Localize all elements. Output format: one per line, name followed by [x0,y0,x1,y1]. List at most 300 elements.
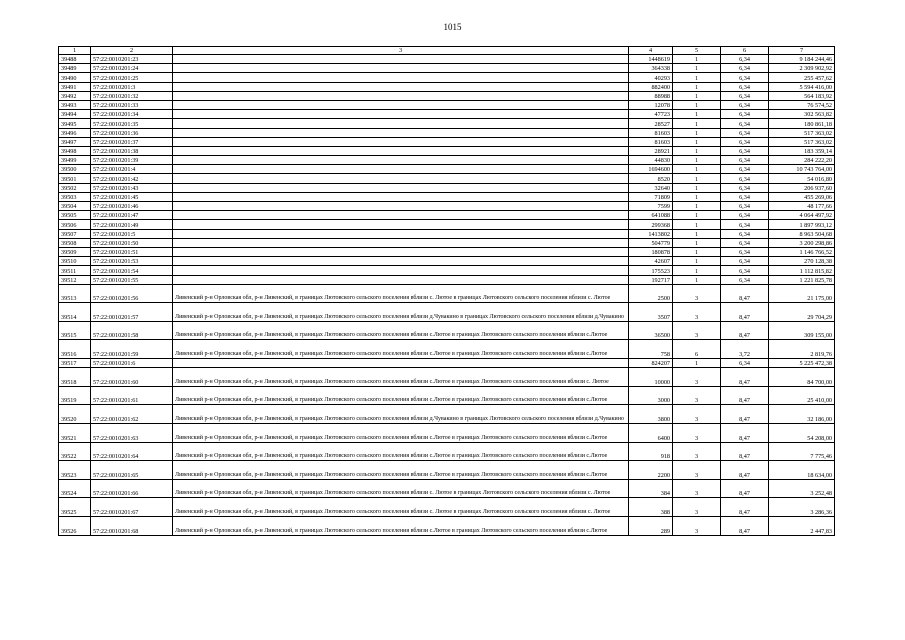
cadastral-number-cell: 57:22:0010201:36 [91,128,173,137]
area-cell: 758 [629,340,673,359]
row-number-cell: 39510 [59,257,91,266]
area-cell: 12078 [629,100,673,109]
col-header: 5 [673,47,721,55]
table-row [59,220,835,229]
group-cell: 3 [673,442,721,461]
rate-cell: 8,47 [721,321,769,340]
address-cell: Ливенский р-н Орловская обл, р-н Ливенский, в границах Лютовского сельского поселения вблизи д.Чувакино в границах Лютовского сельского поселения вблизи д.Чувакино [173,303,629,322]
col-header: 4 [629,47,673,55]
cadastral-number-cell: 57:22:0010201:54 [91,266,173,275]
area-cell: 40293 [629,73,673,82]
rate-cell: 8,47 [721,386,769,405]
rate-cell: 6,34 [721,156,769,165]
group-cell: 1 [673,100,721,109]
group-cell: 1 [673,128,721,137]
area-cell: 44830 [629,156,673,165]
area-cell: 364338 [629,64,673,73]
table-row [59,192,835,201]
area-cell: 289 [629,517,673,536]
header-row [59,47,835,55]
value-cell: 54 016,80 [769,174,835,183]
cadastral-number-cell: 57:22:0010201:23 [91,55,173,64]
value-cell: 8 963 504,68 [769,229,835,238]
rate-cell: 8,47 [721,517,769,536]
row-number-cell: 39519 [59,386,91,405]
rate-cell: 6,34 [721,110,769,119]
table-row [59,340,835,359]
cadastral-number-cell: 57:22:0010201:68 [91,517,173,536]
row-number-cell: 39508 [59,238,91,247]
group-cell: 1 [673,183,721,192]
rate-cell: 6,34 [721,100,769,109]
row-number-cell: 39490 [59,73,91,82]
row-number-cell: 39494 [59,110,91,119]
cadastral-number-cell: 57:22:0010201:65 [91,461,173,480]
area-cell: 1448619 [629,55,673,64]
value-cell: 3 286,36 [769,498,835,517]
rate-cell: 6,34 [721,128,769,137]
table-row [59,257,835,266]
cadastral-number-cell: 57:22:0010201:66 [91,479,173,498]
value-cell: 1 221 825,78 [769,275,835,284]
area-cell: 3800 [629,405,673,424]
col-header: 2 [91,47,173,55]
table-row [59,303,835,322]
rate-cell: 6,34 [721,146,769,155]
table-row [59,110,835,119]
rate-cell: 6,34 [721,82,769,91]
row-number-cell: 39523 [59,461,91,480]
area-cell: 192717 [629,275,673,284]
address-cell [173,266,629,275]
cadastral-number-cell: 57:22:0010201:24 [91,64,173,73]
address-cell [173,137,629,146]
group-cell: 1 [673,110,721,119]
cadastral-number-cell: 57:22:0010201:47 [91,211,173,220]
address-cell: Ливенский р-н Орловская обл, р-н Ливенский, в границах Лютовского сельского поселения вблизи с. Лютое в границах Лютовского сельского поселения вблизи с. Лютое [173,479,629,498]
group-cell: 1 [673,247,721,256]
value-cell: 9 184 244,46 [769,55,835,64]
cadastral-number-cell: 57:22:0010201:58 [91,321,173,340]
row-number-cell: 39495 [59,119,91,128]
row-number-cell: 39499 [59,156,91,165]
table-row [59,100,835,109]
rate-cell: 6,34 [721,119,769,128]
rate-cell: 8,47 [721,424,769,443]
cadastral-number-cell: 57:22:0010201:61 [91,386,173,405]
group-cell: 1 [673,82,721,91]
rate-cell: 6,34 [721,165,769,174]
rate-cell: 8,47 [721,284,769,303]
area-cell: 36500 [629,321,673,340]
group-cell: 1 [673,55,721,64]
area-cell: 32640 [629,183,673,192]
table-row [59,479,835,498]
rate-cell: 6,34 [721,137,769,146]
table-row [59,211,835,220]
value-cell: 309 155,00 [769,321,835,340]
cadastral-number-cell: 57:22:0010201:50 [91,238,173,247]
row-number-cell: 39503 [59,192,91,201]
address-cell [173,55,629,64]
area-cell: 28921 [629,146,673,155]
cadastral-number-cell: 57:22:0010201:39 [91,156,173,165]
cadastral-number-cell: 57:22:0010201:49 [91,220,173,229]
address-cell: Ливенский р-н Орловская обл, р-н Ливенский, в границах Лютовского сельского поселения вблизи с.Лютое в границах Лютовского сельского поселения вблизи с.Лютое [173,321,629,340]
cadastral-number-cell: 57:22:0010201:51 [91,247,173,256]
address-cell [173,275,629,284]
group-cell: 3 [673,284,721,303]
row-number-cell: 39526 [59,517,91,536]
rate-cell: 3,72 [721,340,769,359]
rate-cell: 6,34 [721,73,769,82]
value-cell: 255 457,62 [769,73,835,82]
value-cell: 4 064 497,92 [769,211,835,220]
address-cell: Ливенский р-н Орловская обл, р-н Ливенский, в границах Лютовского сельского поселения вблизи с.Лютое в границах Лютовского сельского поселения вблизи с.Лютое [173,517,629,536]
area-cell: 71809 [629,192,673,201]
address-cell [173,220,629,229]
address-cell: Ливенский р-н Орловская обл, р-н Ливенский, в границах Лютовского сельского поселения вблизи с.Лютое в границах Лютовского сельского поселения вблизи с.Лютое [173,386,629,405]
group-cell: 3 [673,461,721,480]
area-cell: 42607 [629,257,673,266]
rate-cell: 6,34 [721,202,769,211]
table-row [59,91,835,100]
value-cell: 564 183,92 [769,91,835,100]
row-number-cell: 39522 [59,442,91,461]
rate-cell: 6,34 [721,64,769,73]
col-header: 7 [769,47,835,55]
rate-cell: 8,47 [721,498,769,517]
cadastral-number-cell: 57:22:0010201:46 [91,202,173,211]
cadastral-number-cell: 57:22:0010201:62 [91,405,173,424]
value-cell: 29 704,29 [769,303,835,322]
row-number-cell: 39513 [59,284,91,303]
rate-cell: 6,34 [721,211,769,220]
rate-cell: 6,34 [721,275,769,284]
table-row [59,247,835,256]
address-cell [173,119,629,128]
group-cell: 3 [673,517,721,536]
table-row [59,266,835,275]
table-row [59,442,835,461]
row-number-cell: 39504 [59,202,91,211]
table-row [59,128,835,137]
cadastral-number-cell: 57:22:0010201:60 [91,368,173,387]
cadastral-number-cell: 57:22:0010201:42 [91,174,173,183]
area-cell: 504779 [629,238,673,247]
rate-cell: 8,47 [721,303,769,322]
address-cell [173,174,629,183]
address-cell [173,100,629,109]
table-row [59,55,835,64]
group-cell: 3 [673,405,721,424]
row-number-cell: 39515 [59,321,91,340]
table-row [59,229,835,238]
value-cell: 3 252,48 [769,479,835,498]
rate-cell: 8,47 [721,442,769,461]
cadastral-number-cell: 57:22:0010201:64 [91,442,173,461]
cadastral-number-cell: 57:22:0010201:38 [91,146,173,155]
address-cell [173,110,629,119]
group-cell: 1 [673,211,721,220]
value-cell: 180 861,18 [769,119,835,128]
row-number-cell: 39520 [59,405,91,424]
rate-cell: 8,47 [721,461,769,480]
row-number-cell: 39525 [59,498,91,517]
row-number-cell: 39505 [59,211,91,220]
address-cell: Ливенский р-н Орловская обл, р-н Ливенский, в границах Лютовского сельского поселения вблизи с. Лютое в границах Лютовского сельского поселения вблизи с. Лютое [173,498,629,517]
cadastral-number-cell: 57:22:0010201:25 [91,73,173,82]
area-cell: 6400 [629,424,673,443]
address-cell [173,247,629,256]
table-row [59,321,835,340]
row-number-cell: 39511 [59,266,91,275]
table-row [59,386,835,405]
area-cell: 7599 [629,202,673,211]
address-cell [173,146,629,155]
address-cell: Ливенский р-н Орловская обл, р-н Ливенский, в границах Лютовского сельского поселения вблизи д.Чувакино в границах Лютовского сельского поселения вблизи д.Чувакино [173,405,629,424]
value-cell: 84 700,00 [769,368,835,387]
group-cell: 1 [673,73,721,82]
area-cell: 1413802 [629,229,673,238]
group-cell: 1 [673,266,721,275]
value-cell: 270 128,38 [769,257,835,266]
area-cell: 88988 [629,91,673,100]
value-cell: 1 112 815,82 [769,266,835,275]
table-row [59,238,835,247]
value-cell: 5 225 472,38 [769,359,835,368]
address-cell [173,202,629,211]
cadastral-number-cell: 57:22:0010201:59 [91,340,173,359]
col-header: 6 [721,47,769,55]
rate-cell: 6,34 [721,257,769,266]
area-cell: 2500 [629,284,673,303]
cadastral-number-cell: 57:22:0010201:45 [91,192,173,201]
value-cell: 18 634,00 [769,461,835,480]
group-cell: 1 [673,257,721,266]
group-cell: 1 [673,137,721,146]
row-number-cell: 39514 [59,303,91,322]
row-number-cell: 39501 [59,174,91,183]
address-cell [173,156,629,165]
table-row [59,137,835,146]
address-cell [173,192,629,201]
area-cell: 384 [629,479,673,498]
col-header: 3 [173,47,629,55]
cadastral-number-cell: 57:22:0010201:55 [91,275,173,284]
row-number-cell: 39500 [59,165,91,174]
area-cell: 1694600 [629,165,673,174]
row-number-cell: 39507 [59,229,91,238]
cadastral-number-cell: 57:22:0010201:6 [91,359,173,368]
table-row [59,73,835,82]
address-cell: Ливенский р-н Орловская обл, р-н Ливенский, в границах Лютовского сельского поселения вблизи с.Лютое в границах Лютовского сельского поселения вблизи с.Лютое [173,424,629,443]
area-cell: 388 [629,498,673,517]
cadastral-number-cell: 57:22:0010201:57 [91,303,173,322]
table-row [59,461,835,480]
cadastral-number-cell: 57:22:0010201:4 [91,165,173,174]
row-number-cell: 39496 [59,128,91,137]
rate-cell: 6,34 [721,229,769,238]
table-row [59,359,835,368]
value-cell: 7 775,46 [769,442,835,461]
area-cell: 882400 [629,82,673,91]
table-row [59,498,835,517]
value-cell: 517 363,02 [769,137,835,146]
address-cell [173,64,629,73]
row-number-cell: 39497 [59,137,91,146]
row-number-cell: 39493 [59,100,91,109]
group-cell: 1 [673,174,721,183]
value-cell: 206 937,60 [769,183,835,192]
row-number-cell: 39516 [59,340,91,359]
group-cell: 1 [673,359,721,368]
cadastral-number-cell: 57:22:0010201:5 [91,229,173,238]
rate-cell: 8,47 [721,368,769,387]
value-cell: 455 269,06 [769,192,835,201]
value-cell: 302 563,82 [769,110,835,119]
address-cell [173,183,629,192]
row-number-cell: 39517 [59,359,91,368]
address-cell [173,238,629,247]
group-cell: 3 [673,479,721,498]
rate-cell: 6,34 [721,266,769,275]
group-cell: 1 [673,275,721,284]
area-cell: 28527 [629,119,673,128]
rate-cell: 6,34 [721,183,769,192]
table-row [59,82,835,91]
value-cell: 3 200 298,86 [769,238,835,247]
value-cell: 1 897 993,12 [769,220,835,229]
group-cell: 3 [673,303,721,322]
group-cell: 6 [673,340,721,359]
row-number-cell: 39502 [59,183,91,192]
page-number: 1015 [443,22,462,32]
group-cell: 1 [673,91,721,100]
rate-cell: 6,34 [721,247,769,256]
rate-cell: 6,34 [721,55,769,64]
area-cell: 175523 [629,266,673,275]
group-cell: 1 [673,192,721,201]
col-header: 1 [59,47,91,55]
value-cell: 2 819,76 [769,340,835,359]
cadastral-number-cell: 57:22:0010201:33 [91,100,173,109]
table-row [59,405,835,424]
table-row [59,368,835,387]
area-cell: 3000 [629,386,673,405]
rate-cell: 6,34 [721,91,769,100]
row-number-cell: 39509 [59,247,91,256]
cadastral-number-cell: 57:22:0010201:53 [91,257,173,266]
area-cell: 641088 [629,211,673,220]
group-cell: 1 [673,64,721,73]
value-cell: 1 146 766,52 [769,247,835,256]
row-number-cell: 39521 [59,424,91,443]
rate-cell: 6,34 [721,220,769,229]
cadastral-number-cell: 57:22:0010201:3 [91,82,173,91]
group-cell: 3 [673,386,721,405]
group-cell: 1 [673,202,721,211]
address-cell [173,257,629,266]
value-cell: 517 363,02 [769,128,835,137]
cadastral-number-cell: 57:22:0010201:37 [91,137,173,146]
address-cell: Ливенский р-н Орловская обл, р-н Ливенский, в границах Лютовского сельского поселения вблизи с.Лютое в границах Лютовского сельского поселения вблизи с.Лютое [173,340,629,359]
area-cell: 824207 [629,359,673,368]
address-cell [173,211,629,220]
table-row [59,156,835,165]
rate-cell: 6,34 [721,174,769,183]
value-cell: 284 222,20 [769,156,835,165]
value-cell: 54 208,00 [769,424,835,443]
row-number-cell: 39492 [59,91,91,100]
row-number-cell: 39524 [59,479,91,498]
area-cell: 81603 [629,128,673,137]
rate-cell: 6,34 [721,359,769,368]
group-cell: 3 [673,321,721,340]
rate-cell: 6,34 [721,192,769,201]
row-number-cell: 39498 [59,146,91,155]
table-row [59,146,835,155]
value-cell: 183 359,14 [769,146,835,155]
row-number-cell: 39518 [59,368,91,387]
address-cell [173,82,629,91]
area-cell: 2200 [629,461,673,480]
group-cell: 3 [673,498,721,517]
cadastral-number-cell: 57:22:0010201:63 [91,424,173,443]
value-cell: 10 743 764,00 [769,165,835,174]
row-number-cell: 39506 [59,220,91,229]
value-cell: 2 309 902,92 [769,64,835,73]
table-body [59,55,835,536]
area-cell: 10000 [629,368,673,387]
table-row [59,174,835,183]
row-number-cell: 39488 [59,55,91,64]
cadastral-table [58,46,835,536]
row-number-cell: 39491 [59,82,91,91]
cadastral-number-cell: 57:22:0010201:34 [91,110,173,119]
value-cell: 2 447,83 [769,517,835,536]
value-cell: 21 175,00 [769,284,835,303]
table-row [59,424,835,443]
address-cell: Ливенский р-н Орловская обл, р-н Ливенский, в границах Лютовского сельского поселения вблизи с. Лютое в границах Лютовского сельского поселения вблизи с. Лютое [173,284,629,303]
area-cell: 918 [629,442,673,461]
value-cell: 5 594 416,00 [769,82,835,91]
value-cell: 25 410,00 [769,386,835,405]
address-cell: Ливенский р-н Орловская обл, р-н Ливенский, в границах Лютовского сельского поселения вблизи с.Лютое в границах Лютовского сельского поселения вблизи с.Лютое [173,461,629,480]
area-cell: 180878 [629,247,673,256]
cadastral-number-cell: 57:22:0010201:56 [91,284,173,303]
group-cell: 1 [673,146,721,155]
group-cell: 1 [673,165,721,174]
value-cell: 76 574,52 [769,100,835,109]
area-cell: 47723 [629,110,673,119]
rate-cell: 8,47 [721,405,769,424]
table-row [59,202,835,211]
table-row [59,165,835,174]
address-cell [173,229,629,238]
rate-cell: 8,47 [721,479,769,498]
address-cell: Ливенский р-н Орловская обл, р-н Ливенский, в границах Лютовского сельского поселения вблизи с.Лютое в границах Лютовского сельского поселения вблизи с.Лютое [173,442,629,461]
cadastral-number-cell: 57:22:0010201:32 [91,91,173,100]
table-row [59,64,835,73]
group-cell: 1 [673,156,721,165]
row-number-cell: 39512 [59,275,91,284]
area-cell: 8520 [629,174,673,183]
address-cell [173,73,629,82]
address-cell: Ливенский р-н Орловская обл, р-н Ливенский, в границах Лютовского сельского поселения вблизи с.Лютое в границах Лютовского сельского поселения вблизи с. Лютое [173,368,629,387]
group-cell: 1 [673,229,721,238]
area-cell: 3507 [629,303,673,322]
